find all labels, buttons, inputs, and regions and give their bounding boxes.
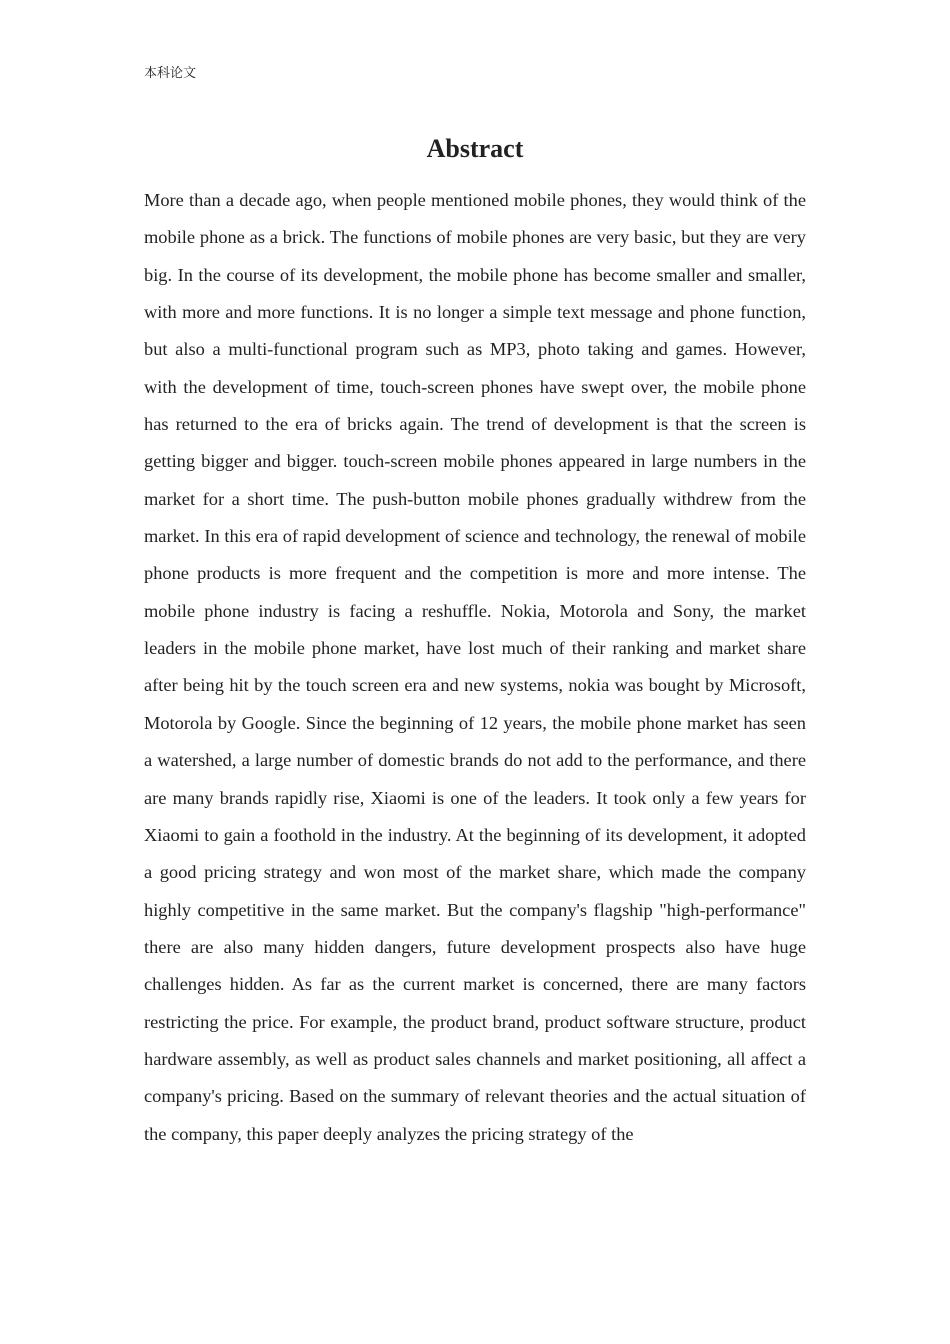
abstract-body: More than a decade ago, when people mentioned mobile phones, they would think of the mobile phone as a brick. The functions of mobile phones are very basic, but they are very big. In the course of its development, the mobile phone has become smaller and smaller, with more and more functions. It is no longer a simple text message and phone function, but also a multi-functional program such as MP3, photo taking and games. However, with the development of time, touch-screen phones have swept over, the mobile phone has returned to the era of bricks again. The trend of development is that the screen is getting bigger and bigger. touch-screen mobile phones appeared in large numbers in the market for a short time. The push-button mobile phones gradually withdrew from the market. In this era of rapid development of science and technology, the renewal of mobile phone products is more frequent and the competition is more and more intense. The mobile phone industry is facing a reshuffle. Nokia, Motorola and Sony, the market leaders in the mobile phone market, have lost much of their ranking and market share after being hit by the touch screen era and new systems, nokia was bought by Microsoft, Motorola by Google. Since the beginning of 12 years, the mobile phone market has seen a watershed, a large number of domestic brands do not add to the performance, and there are many brands rapidly rise, Xiaomi is one of the leaders. It took only a few years for Xiaomi to gain a foothold in the industry. At the beginning of its development, it adopted a good pricing strategy and won most of the market share, which made the company highly competitive in the same market. But the company's flagship "high-performance" there are also many hidden dangers, future development prospects also have huge challenges hidden. As far as the current market is concerned, there are many factors restricting the price. For example, the product brand, product software structure, product hardware assembly, as well as product sales channels and market positioning, all affect a company's pricing. Based on the summary of relevant theories and the actual situation of the company, this paper deeply analyzes the pricing strategy of the (144, 190, 806, 1144)
abstract-title: Abstract (426, 134, 524, 163)
running-header: 本科论文 (144, 66, 197, 81)
